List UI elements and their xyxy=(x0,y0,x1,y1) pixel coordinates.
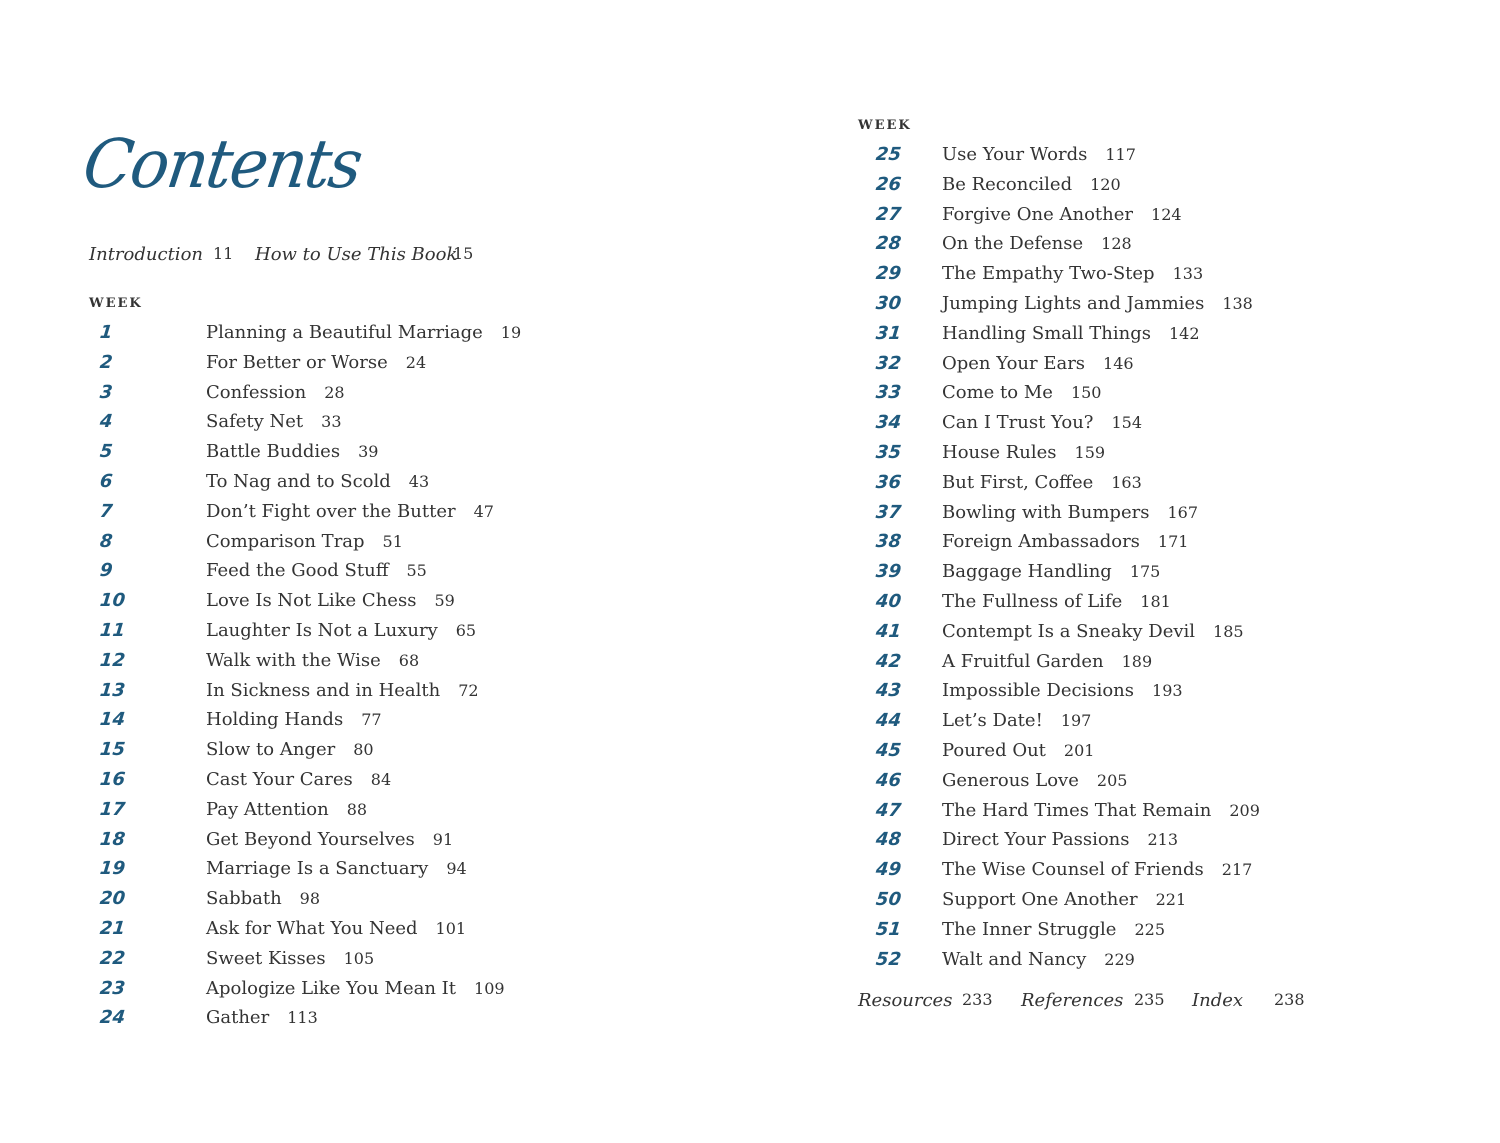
week-number: 43 xyxy=(874,680,903,702)
entry-title-text: Handling Small Things xyxy=(942,322,1151,344)
entry-page-number: 150 xyxy=(1070,383,1102,403)
entry-title-text: Confession xyxy=(206,381,307,403)
entry-title xyxy=(206,709,382,730)
entry-title-text: In Sickness and in Health xyxy=(206,679,441,701)
front-item-page: 15 xyxy=(453,244,474,263)
entry-page-number: 138 xyxy=(1222,294,1253,313)
entry-title xyxy=(942,233,1132,254)
week-number: 48 xyxy=(874,829,903,851)
week-number: 31 xyxy=(874,322,903,344)
week-number: 47 xyxy=(874,799,903,821)
entry-title-text: House Rules xyxy=(942,442,1057,463)
week-number: 23 xyxy=(98,977,127,999)
week-number: 19 xyxy=(98,858,127,880)
entry-title-text: Poured Out xyxy=(942,740,1046,761)
entry-page-number: 84 xyxy=(370,770,392,789)
week-number: 22 xyxy=(98,947,127,969)
entry-page-number: 167 xyxy=(1167,502,1198,522)
entry-title xyxy=(942,293,1253,314)
entry-title-text: Cast Your Cares xyxy=(206,769,353,790)
entry-title-text: Laughter Is Not a Luxury xyxy=(206,620,438,641)
entry-page-number: 28 xyxy=(324,382,345,402)
entry-title xyxy=(942,323,1200,344)
entry-title-text: Don’t Fight over the Butter xyxy=(206,500,456,522)
entry-title xyxy=(206,322,521,343)
entry-page-number: 98 xyxy=(299,889,321,909)
entry-title-text: The Wise Counsel of Friends xyxy=(942,859,1204,881)
week-number: 5 xyxy=(98,441,114,463)
entry-title-text: Be Reconciled xyxy=(942,173,1073,195)
week-number: 32 xyxy=(874,352,903,374)
week-number: 26 xyxy=(874,173,903,195)
entry-title-text: Ask for What You Need xyxy=(206,918,418,939)
entry-page-number: 185 xyxy=(1213,621,1244,641)
back-item-page: 235 xyxy=(1134,990,1165,1009)
entry-title-text: For Better or Worse xyxy=(206,351,388,373)
week-number: 45 xyxy=(874,740,903,761)
front-item-label[interactable]: How to Use This Book xyxy=(255,244,458,265)
week-number: 35 xyxy=(874,442,903,463)
entry-title-text: Come to Me xyxy=(942,382,1053,404)
entry-title xyxy=(942,382,1101,403)
entry-title-text: Love Is Not Like Chess xyxy=(206,590,417,612)
week-number: 52 xyxy=(874,948,903,970)
week-number: 15 xyxy=(98,739,127,761)
entry-page-number: 101 xyxy=(435,919,467,938)
entry-title xyxy=(942,502,1198,523)
week-number: 4 xyxy=(98,411,114,433)
entry-title xyxy=(206,948,374,969)
entry-title xyxy=(942,800,1260,821)
entry-title xyxy=(206,560,427,581)
entry-page-number: 68 xyxy=(398,650,420,670)
entry-page-number: 205 xyxy=(1096,770,1128,790)
entry-title xyxy=(942,829,1178,850)
entry-title xyxy=(206,501,494,522)
entry-title-text: Safety Net xyxy=(206,411,304,433)
entry-title-text: Foreign Ambassadors xyxy=(942,531,1140,553)
entry-page-number: 72 xyxy=(458,680,479,700)
entry-title xyxy=(206,829,453,850)
week-number: 27 xyxy=(874,203,903,225)
entry-title-text: The Fullness of Life xyxy=(942,591,1123,612)
week-number: 25 xyxy=(874,144,903,165)
entry-title xyxy=(942,442,1105,463)
entry-page-number: 24 xyxy=(405,352,427,372)
entry-page-number: 171 xyxy=(1157,532,1189,552)
entry-page-number: 189 xyxy=(1121,651,1153,671)
entry-title-text: Impossible Decisions xyxy=(942,680,1135,702)
entry-title xyxy=(942,144,1136,165)
back-item-label[interactable]: Resources xyxy=(858,990,953,1011)
entry-title xyxy=(206,769,391,790)
entry-title-text: Use Your Words xyxy=(942,144,1088,165)
entry-page-number: 175 xyxy=(1129,562,1161,582)
week-number: 3 xyxy=(98,381,114,403)
page-title: Contents xyxy=(78,126,366,204)
entry-title xyxy=(206,1007,318,1028)
entry-title-text: Feed the Good Stuff xyxy=(206,560,389,582)
entry-title-text: Pay Attention xyxy=(206,798,329,820)
week-number: 1 xyxy=(98,322,114,343)
week-number: 51 xyxy=(874,918,903,940)
entry-title-text: Sabbath xyxy=(206,888,282,910)
entry-page-number: 213 xyxy=(1147,830,1179,850)
entry-page-number: 55 xyxy=(406,561,427,581)
entry-title-text: Battle Buddies xyxy=(206,441,341,463)
week-number: 20 xyxy=(98,888,127,910)
entry-title xyxy=(942,263,1203,284)
entry-title-text: Apologize Like You Mean It xyxy=(206,977,457,999)
entry-page-number: 154 xyxy=(1111,413,1142,433)
entry-title-text: To Nag and to Scold xyxy=(206,471,391,492)
entry-page-number: 201 xyxy=(1063,741,1095,760)
entry-title-text: The Inner Struggle xyxy=(942,918,1117,940)
entry-page-number: 51 xyxy=(382,531,403,551)
entry-title-text: Open Your Ears xyxy=(942,352,1086,374)
week-number: 6 xyxy=(98,471,114,492)
entry-title xyxy=(942,531,1188,552)
entry-title-text: Slow to Anger xyxy=(206,739,336,761)
entry-title-text: Can I Trust You? xyxy=(942,412,1094,434)
entry-title xyxy=(942,770,1127,791)
entry-title xyxy=(206,471,429,492)
week-number: 28 xyxy=(874,233,903,255)
entry-page-number: 59 xyxy=(434,591,455,611)
entry-title xyxy=(206,680,479,701)
week-number: 11 xyxy=(98,620,127,641)
entry-page-number: 19 xyxy=(500,323,522,342)
week-number: 7 xyxy=(98,500,114,522)
back-item-label[interactable]: References xyxy=(1021,990,1124,1011)
entry-title xyxy=(206,650,419,671)
entry-page-number: 124 xyxy=(1151,204,1182,224)
entry-title-text: Baggage Handling xyxy=(942,561,1112,583)
week-number: 36 xyxy=(874,471,903,493)
entry-page-number: 142 xyxy=(1168,323,1200,343)
entry-title xyxy=(942,740,1094,761)
entry-title xyxy=(206,918,466,939)
entry-title xyxy=(942,680,1183,701)
entry-page-number: 181 xyxy=(1140,592,1171,611)
entry-page-number: 47 xyxy=(473,501,494,521)
week-number: 41 xyxy=(874,620,903,642)
entry-title xyxy=(206,590,455,611)
entry-title-text: But First, Coffee xyxy=(942,471,1094,493)
entry-title xyxy=(206,382,345,403)
week-number: 33 xyxy=(874,382,903,404)
entry-title-text: The Empathy Two-Step xyxy=(942,263,1155,285)
entry-page-number: 146 xyxy=(1103,353,1134,373)
entry-page-number: 221 xyxy=(1155,890,1187,909)
week-number: 40 xyxy=(874,591,903,612)
entry-title-text: Comparison Trap xyxy=(206,530,365,552)
week-number: 18 xyxy=(98,828,127,850)
entry-title xyxy=(942,412,1142,433)
week-number: 34 xyxy=(874,412,903,434)
entry-title xyxy=(942,949,1135,970)
entry-title-text: Marriage Is a Sanctuary xyxy=(206,858,429,880)
week-number: 9 xyxy=(98,560,114,582)
entry-title-text: Jumping Lights and Jammies xyxy=(942,293,1205,314)
entry-title xyxy=(206,411,342,432)
entry-title-text: Direct Your Passions xyxy=(942,829,1130,851)
entry-title-text: Let’s Date! xyxy=(942,710,1043,732)
entry-title-text: Planning a Beautiful Marriage xyxy=(206,322,483,343)
week-number: 12 xyxy=(98,649,127,671)
back-item-page: 233 xyxy=(962,990,993,1009)
entry-title xyxy=(942,621,1244,642)
entry-title xyxy=(942,651,1152,672)
week-heading-left: WEEK xyxy=(89,296,143,311)
entry-page-number: 120 xyxy=(1090,174,1121,194)
entry-title xyxy=(206,739,374,760)
entry-title xyxy=(942,472,1142,493)
week-number: 37 xyxy=(874,501,903,523)
week-number: 44 xyxy=(874,710,903,732)
entry-page-number: 77 xyxy=(361,710,382,730)
entry-page-number: 163 xyxy=(1111,472,1142,492)
week-number: 17 xyxy=(98,798,127,820)
entry-page-number: 159 xyxy=(1074,443,1106,462)
entry-title xyxy=(942,591,1171,612)
week-number: 13 xyxy=(98,679,127,701)
week-number: 50 xyxy=(874,889,903,910)
entry-page-number: 217 xyxy=(1221,860,1253,880)
entry-page-number: 91 xyxy=(432,829,454,849)
entry-title xyxy=(206,441,378,462)
entry-title-text: Gather xyxy=(206,1007,270,1029)
entry-page-number: 33 xyxy=(321,412,342,432)
week-heading-right: WEEK xyxy=(858,118,912,133)
entry-page-number: 193 xyxy=(1152,681,1183,701)
entry-page-number: 80 xyxy=(353,740,374,760)
entry-title-text: Forgive One Another xyxy=(942,203,1134,225)
entry-title xyxy=(942,859,1252,880)
week-number: 24 xyxy=(98,1007,127,1029)
entry-title xyxy=(206,978,505,999)
entry-page-number: 94 xyxy=(446,859,467,879)
week-number: 46 xyxy=(874,769,903,791)
entry-title xyxy=(206,620,476,641)
back-item-page: 238 xyxy=(1274,990,1305,1009)
entry-title-text: Generous Love xyxy=(942,769,1079,791)
entry-title xyxy=(206,888,320,909)
week-number: 39 xyxy=(874,561,903,583)
entry-title xyxy=(206,858,467,879)
entry-title-text: Walk with the Wise xyxy=(206,649,381,671)
week-number: 14 xyxy=(98,709,127,731)
entry-title-text: Bowling with Bumpers xyxy=(942,501,1150,523)
entry-title xyxy=(206,799,367,820)
entry-title xyxy=(942,919,1165,940)
week-number: 30 xyxy=(874,293,903,314)
entry-page-number: 117 xyxy=(1105,145,1136,164)
entry-page-number: 113 xyxy=(287,1008,318,1028)
entry-page-number: 197 xyxy=(1060,711,1092,731)
entry-page-number: 225 xyxy=(1134,919,1166,939)
entry-title-text: A Fruitful Garden xyxy=(942,650,1104,672)
entry-page-number: 209 xyxy=(1229,800,1260,820)
week-number: 29 xyxy=(874,263,903,285)
front-item-label[interactable]: Introduction xyxy=(89,244,203,265)
entry-title-text: Holding Hands xyxy=(206,709,344,731)
entry-page-number: 105 xyxy=(343,948,375,968)
week-number: 2 xyxy=(98,351,114,373)
front-item-page: 11 xyxy=(213,244,234,263)
entry-title-text: The Hard Times That Remain xyxy=(942,799,1212,821)
week-number: 38 xyxy=(874,531,903,553)
entry-title-text: Contempt Is a Sneaky Devil xyxy=(942,620,1196,642)
week-number: 16 xyxy=(98,769,127,790)
entry-title xyxy=(942,561,1160,582)
entry-page-number: 109 xyxy=(474,978,505,998)
entry-title-text: Sweet Kisses xyxy=(206,947,326,969)
entry-title xyxy=(206,352,426,373)
week-number: 21 xyxy=(98,918,127,939)
entry-title-text: Walt and Nancy xyxy=(942,948,1087,970)
entry-title xyxy=(942,353,1134,374)
entry-page-number: 43 xyxy=(408,472,430,491)
week-number: 10 xyxy=(98,590,127,612)
week-number: 49 xyxy=(874,859,903,881)
entry-title-text: Get Beyond Yourselves xyxy=(206,828,415,850)
week-number: 8 xyxy=(98,530,114,552)
entry-page-number: 88 xyxy=(346,799,368,819)
back-item-label[interactable]: Index xyxy=(1192,990,1244,1011)
entry-page-number: 229 xyxy=(1104,949,1135,969)
entry-title xyxy=(942,889,1186,910)
entry-title xyxy=(942,174,1121,195)
entry-page-number: 39 xyxy=(358,442,379,462)
entry-title-text: Support One Another xyxy=(942,889,1138,910)
entry-title xyxy=(942,204,1182,225)
week-number: 42 xyxy=(874,650,903,672)
entry-page-number: 133 xyxy=(1172,264,1204,284)
entry-page-number: 128 xyxy=(1101,234,1132,254)
entry-title xyxy=(206,531,403,552)
entry-title-text: On the Defense xyxy=(942,233,1084,255)
entry-title xyxy=(942,710,1091,731)
entry-page-number: 65 xyxy=(455,621,477,640)
